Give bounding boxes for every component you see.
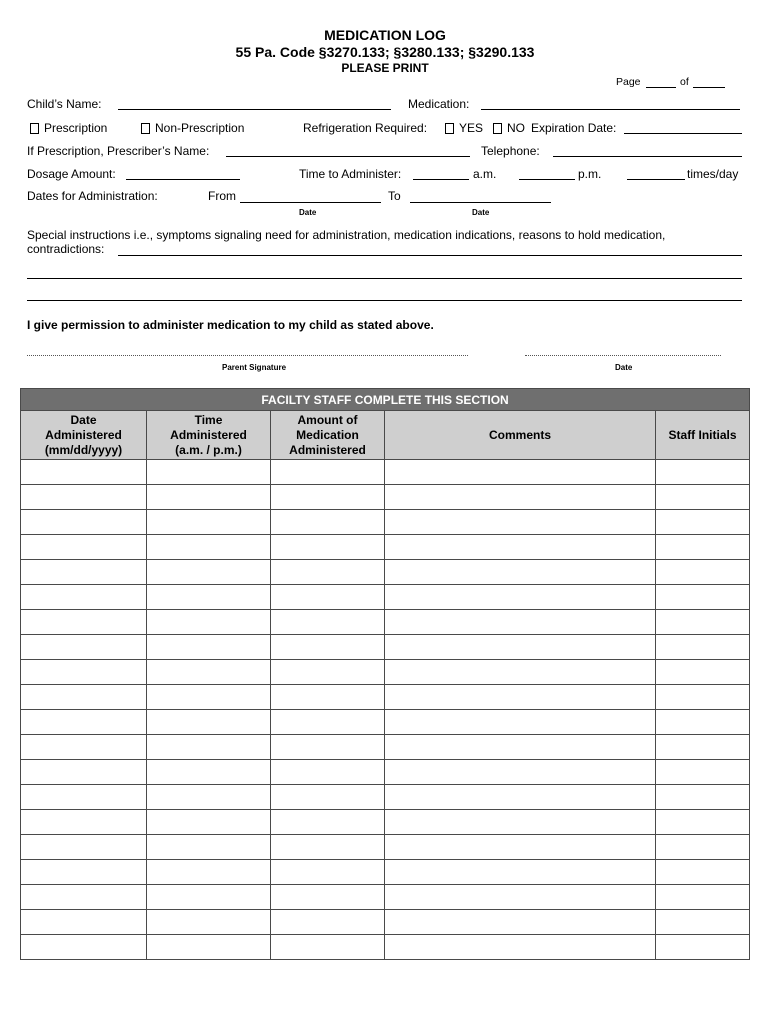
date-cell[interactable] — [21, 610, 147, 635]
time-cell[interactable] — [147, 810, 271, 835]
amount-header-line2: Medication — [296, 427, 359, 442]
time-header-line3: (a.m. / p.m.) — [175, 442, 242, 457]
comments-cell[interactable] — [385, 735, 656, 760]
comments-cell[interactable] — [385, 585, 656, 610]
time-to-administer-label: Time to Administer: — [299, 167, 402, 181]
initials-cell[interactable] — [656, 885, 750, 910]
date-cell[interactable] — [21, 710, 147, 735]
table-row — [21, 860, 750, 885]
date-administered-header — [21, 411, 147, 460]
date-cell[interactable] — [21, 535, 147, 560]
table-row — [21, 510, 750, 535]
amount-cell[interactable] — [271, 935, 385, 960]
amount-cell[interactable] — [271, 785, 385, 810]
initials-cell[interactable] — [656, 860, 750, 885]
initials-cell[interactable] — [656, 685, 750, 710]
signature-date-field[interactable] — [525, 355, 721, 356]
date-header-line1: Date — [70, 412, 97, 427]
initials-cell[interactable] — [656, 560, 750, 585]
comments-cell[interactable] — [385, 885, 656, 910]
date-cell[interactable] — [21, 760, 147, 785]
time-cell[interactable] — [147, 585, 271, 610]
time-cell[interactable] — [147, 835, 271, 860]
initials-cell[interactable] — [656, 760, 750, 785]
special-instructions-field-1[interactable] — [118, 255, 742, 256]
amount-cell[interactable] — [271, 910, 385, 935]
time-cell[interactable] — [147, 460, 271, 485]
time-cell[interactable] — [147, 610, 271, 635]
date-cell[interactable] — [21, 735, 147, 760]
comments-cell[interactable] — [385, 535, 656, 560]
prescriber-label: If Prescription, Prescriber’s Name: — [27, 144, 210, 158]
table-row — [21, 710, 750, 735]
date-cell[interactable] — [21, 910, 147, 935]
amount-header-line1: Amount of — [297, 412, 358, 427]
date-cell[interactable] — [21, 835, 147, 860]
comments-cell[interactable] — [385, 785, 656, 810]
table-row — [21, 585, 750, 610]
child-name-field[interactable] — [118, 109, 391, 110]
date-cell[interactable] — [21, 685, 147, 710]
comments-header: Comments — [385, 411, 656, 460]
comments-cell[interactable] — [385, 910, 656, 935]
comments-cell[interactable] — [385, 935, 656, 960]
initials-cell[interactable] — [656, 460, 750, 485]
page-label: Page — [616, 76, 641, 88]
table-row — [21, 460, 750, 485]
prescription-checkbox[interactable] — [30, 123, 39, 134]
initials-cell[interactable] — [656, 610, 750, 635]
time-cell[interactable] — [147, 785, 271, 810]
page-number-field[interactable] — [646, 87, 676, 88]
amount-cell[interactable] — [271, 685, 385, 710]
amount-header-line3: Administered — [289, 442, 366, 457]
amount-cell[interactable] — [271, 660, 385, 685]
time-am-field[interactable] — [413, 179, 469, 180]
date-header-line3: (mm/dd/yyyy) — [44, 442, 123, 457]
table-row — [21, 685, 750, 710]
expiration-date-field[interactable] — [624, 133, 742, 134]
telephone-field[interactable] — [553, 156, 742, 157]
special-instructions-field-2[interactable] — [27, 278, 742, 279]
amount-header — [271, 411, 385, 460]
amount-cell[interactable] — [271, 635, 385, 660]
time-cell[interactable] — [147, 710, 271, 735]
time-cell[interactable] — [147, 885, 271, 910]
initials-cell[interactable] — [656, 710, 750, 735]
initials-cell[interactable] — [656, 535, 750, 560]
times-per-day-label: times/day — [687, 167, 739, 181]
medication-label: Medication: — [408, 97, 470, 111]
amount-cell[interactable] — [271, 535, 385, 560]
table-row — [21, 635, 750, 660]
special-instructions-field-3[interactable] — [27, 300, 742, 301]
from-date-field[interactable] — [240, 202, 381, 203]
amount-cell[interactable] — [271, 585, 385, 610]
amount-cell[interactable] — [271, 460, 385, 485]
amount-cell[interactable] — [271, 610, 385, 635]
expiration-label: Expiration Date: — [531, 121, 617, 135]
date-cell[interactable] — [21, 460, 147, 485]
page-total-field[interactable] — [693, 87, 725, 88]
staff-initials-header: Staff Initials — [656, 411, 750, 460]
comments-cell[interactable] — [385, 835, 656, 860]
pm-label: p.m. — [578, 167, 602, 181]
table-row — [21, 735, 750, 760]
initials-cell[interactable] — [656, 810, 750, 835]
refrigeration-label: Refrigeration Required: — [303, 121, 428, 135]
date-cell[interactable] — [21, 785, 147, 810]
staff-log-table — [20, 388, 750, 960]
refrigeration-no-checkbox[interactable] — [493, 123, 502, 134]
amount-cell[interactable] — [271, 560, 385, 585]
comments-cell[interactable] — [385, 660, 656, 685]
time-cell[interactable] — [147, 535, 271, 560]
date-cell[interactable] — [21, 935, 147, 960]
comments-cell[interactable] — [385, 810, 656, 835]
times-per-day-field[interactable] — [627, 179, 685, 180]
date-cell[interactable] — [21, 860, 147, 885]
from-label: From — [208, 189, 236, 203]
date-cell[interactable] — [21, 585, 147, 610]
time-header-line1: Time — [194, 412, 223, 427]
date-cell[interactable] — [21, 810, 147, 835]
prescriber-name-field[interactable] — [226, 156, 470, 157]
comments-cell[interactable] — [385, 560, 656, 585]
comments-cell[interactable] — [385, 860, 656, 885]
initials-cell[interactable] — [656, 935, 750, 960]
non-prescription-label: Non-Prescription — [155, 121, 245, 135]
amount-cell[interactable] — [271, 835, 385, 860]
comments-cell[interactable] — [385, 685, 656, 710]
time-cell[interactable] — [147, 735, 271, 760]
table-row — [21, 835, 750, 860]
date-cell[interactable] — [21, 510, 147, 535]
amount-cell[interactable] — [271, 760, 385, 785]
amount-cell[interactable] — [271, 510, 385, 535]
table-row — [21, 935, 750, 960]
table-row — [21, 535, 750, 560]
special-instructions-text: Special instructions i.e., symptoms signaling need for administration, medication indications, reasons to hold medication, — [27, 228, 666, 242]
date-header-line2: Administered — [45, 427, 122, 442]
initials-cell[interactable] — [656, 660, 750, 685]
table-row — [21, 660, 750, 685]
refrigeration-yes-checkbox[interactable] — [445, 123, 454, 134]
initials-cell[interactable] — [656, 585, 750, 610]
from-date-caption: Date — [299, 208, 317, 217]
child-name-label: Child’s Name: — [27, 97, 102, 111]
comments-cell[interactable] — [385, 610, 656, 635]
table-row — [21, 560, 750, 585]
medication-field[interactable] — [481, 109, 740, 110]
initials-cell[interactable] — [656, 485, 750, 510]
date-cell[interactable] — [21, 885, 147, 910]
initials-cell[interactable] — [656, 510, 750, 535]
time-cell[interactable] — [147, 910, 271, 935]
initials-cell[interactable] — [656, 835, 750, 860]
staff-section-title: FACILTY STAFF COMPLETE THIS SECTION — [21, 389, 750, 411]
telephone-label: Telephone: — [481, 144, 540, 158]
date-cell[interactable] — [21, 485, 147, 510]
prescription-label: Prescription — [44, 121, 108, 135]
contradictions-label: contradictions: — [27, 242, 105, 256]
table-row — [21, 785, 750, 810]
time-header-line2: Administered — [170, 427, 247, 442]
time-cell[interactable] — [147, 510, 271, 535]
table-row — [21, 485, 750, 510]
refrigeration-yes-label: YES — [459, 121, 484, 135]
amount-cell[interactable] — [271, 710, 385, 735]
amount-cell[interactable] — [271, 735, 385, 760]
time-cell[interactable] — [147, 485, 271, 510]
comments-cell[interactable] — [385, 760, 656, 785]
time-cell[interactable] — [147, 685, 271, 710]
time-administered-header — [147, 411, 271, 460]
comments-cell[interactable] — [385, 635, 656, 660]
date-cell[interactable] — [21, 635, 147, 660]
table-row — [21, 760, 750, 785]
regulation-code: 55 Pa. Code §3270.133; §3280.133; §3290.133 — [235, 44, 535, 60]
non-prescription-checkbox[interactable] — [141, 123, 150, 134]
time-cell[interactable] — [147, 760, 271, 785]
dosage-amount-field[interactable] — [126, 179, 240, 180]
comments-cell[interactable] — [385, 485, 656, 510]
signature-date-label: Date — [615, 363, 633, 372]
time-cell[interactable] — [147, 660, 271, 685]
dates-label: Dates for Administration: — [27, 189, 158, 203]
table-row — [21, 610, 750, 635]
time-cell[interactable] — [147, 935, 271, 960]
initials-cell[interactable] — [656, 735, 750, 760]
comments-cell[interactable] — [385, 510, 656, 535]
time-cell[interactable] — [147, 860, 271, 885]
page-of-label: of — [680, 76, 689, 88]
initials-cell[interactable] — [656, 785, 750, 810]
comments-cell[interactable] — [385, 460, 656, 485]
date-cell[interactable] — [21, 660, 147, 685]
initials-cell[interactable] — [656, 910, 750, 935]
amount-cell[interactable] — [271, 860, 385, 885]
date-cell[interactable] — [21, 560, 147, 585]
table-row — [21, 885, 750, 910]
amount-cell[interactable] — [271, 885, 385, 910]
dosage-label: Dosage Amount: — [27, 167, 116, 181]
amount-cell[interactable] — [271, 810, 385, 835]
initials-cell[interactable] — [656, 635, 750, 660]
to-label: To — [388, 189, 401, 203]
table-row — [21, 910, 750, 935]
to-date-field[interactable] — [410, 202, 551, 203]
comments-cell[interactable] — [385, 710, 656, 735]
form-title: MEDICATION LOG — [324, 27, 446, 43]
time-cell[interactable] — [147, 635, 271, 660]
to-date-caption: Date — [472, 208, 490, 217]
table-row — [21, 810, 750, 835]
time-pm-field[interactable] — [519, 179, 575, 180]
parent-signature-label: Parent Signature — [222, 363, 287, 372]
am-label: a.m. — [473, 167, 497, 181]
refrigeration-no-label: NO — [507, 121, 525, 135]
time-cell[interactable] — [147, 560, 271, 585]
print-instruction: PLEASE PRINT — [341, 61, 429, 75]
permission-statement: I give permission to administer medication to my child as stated above. — [27, 318, 434, 332]
amount-cell[interactable] — [271, 485, 385, 510]
parent-signature-field[interactable] — [27, 355, 468, 356]
